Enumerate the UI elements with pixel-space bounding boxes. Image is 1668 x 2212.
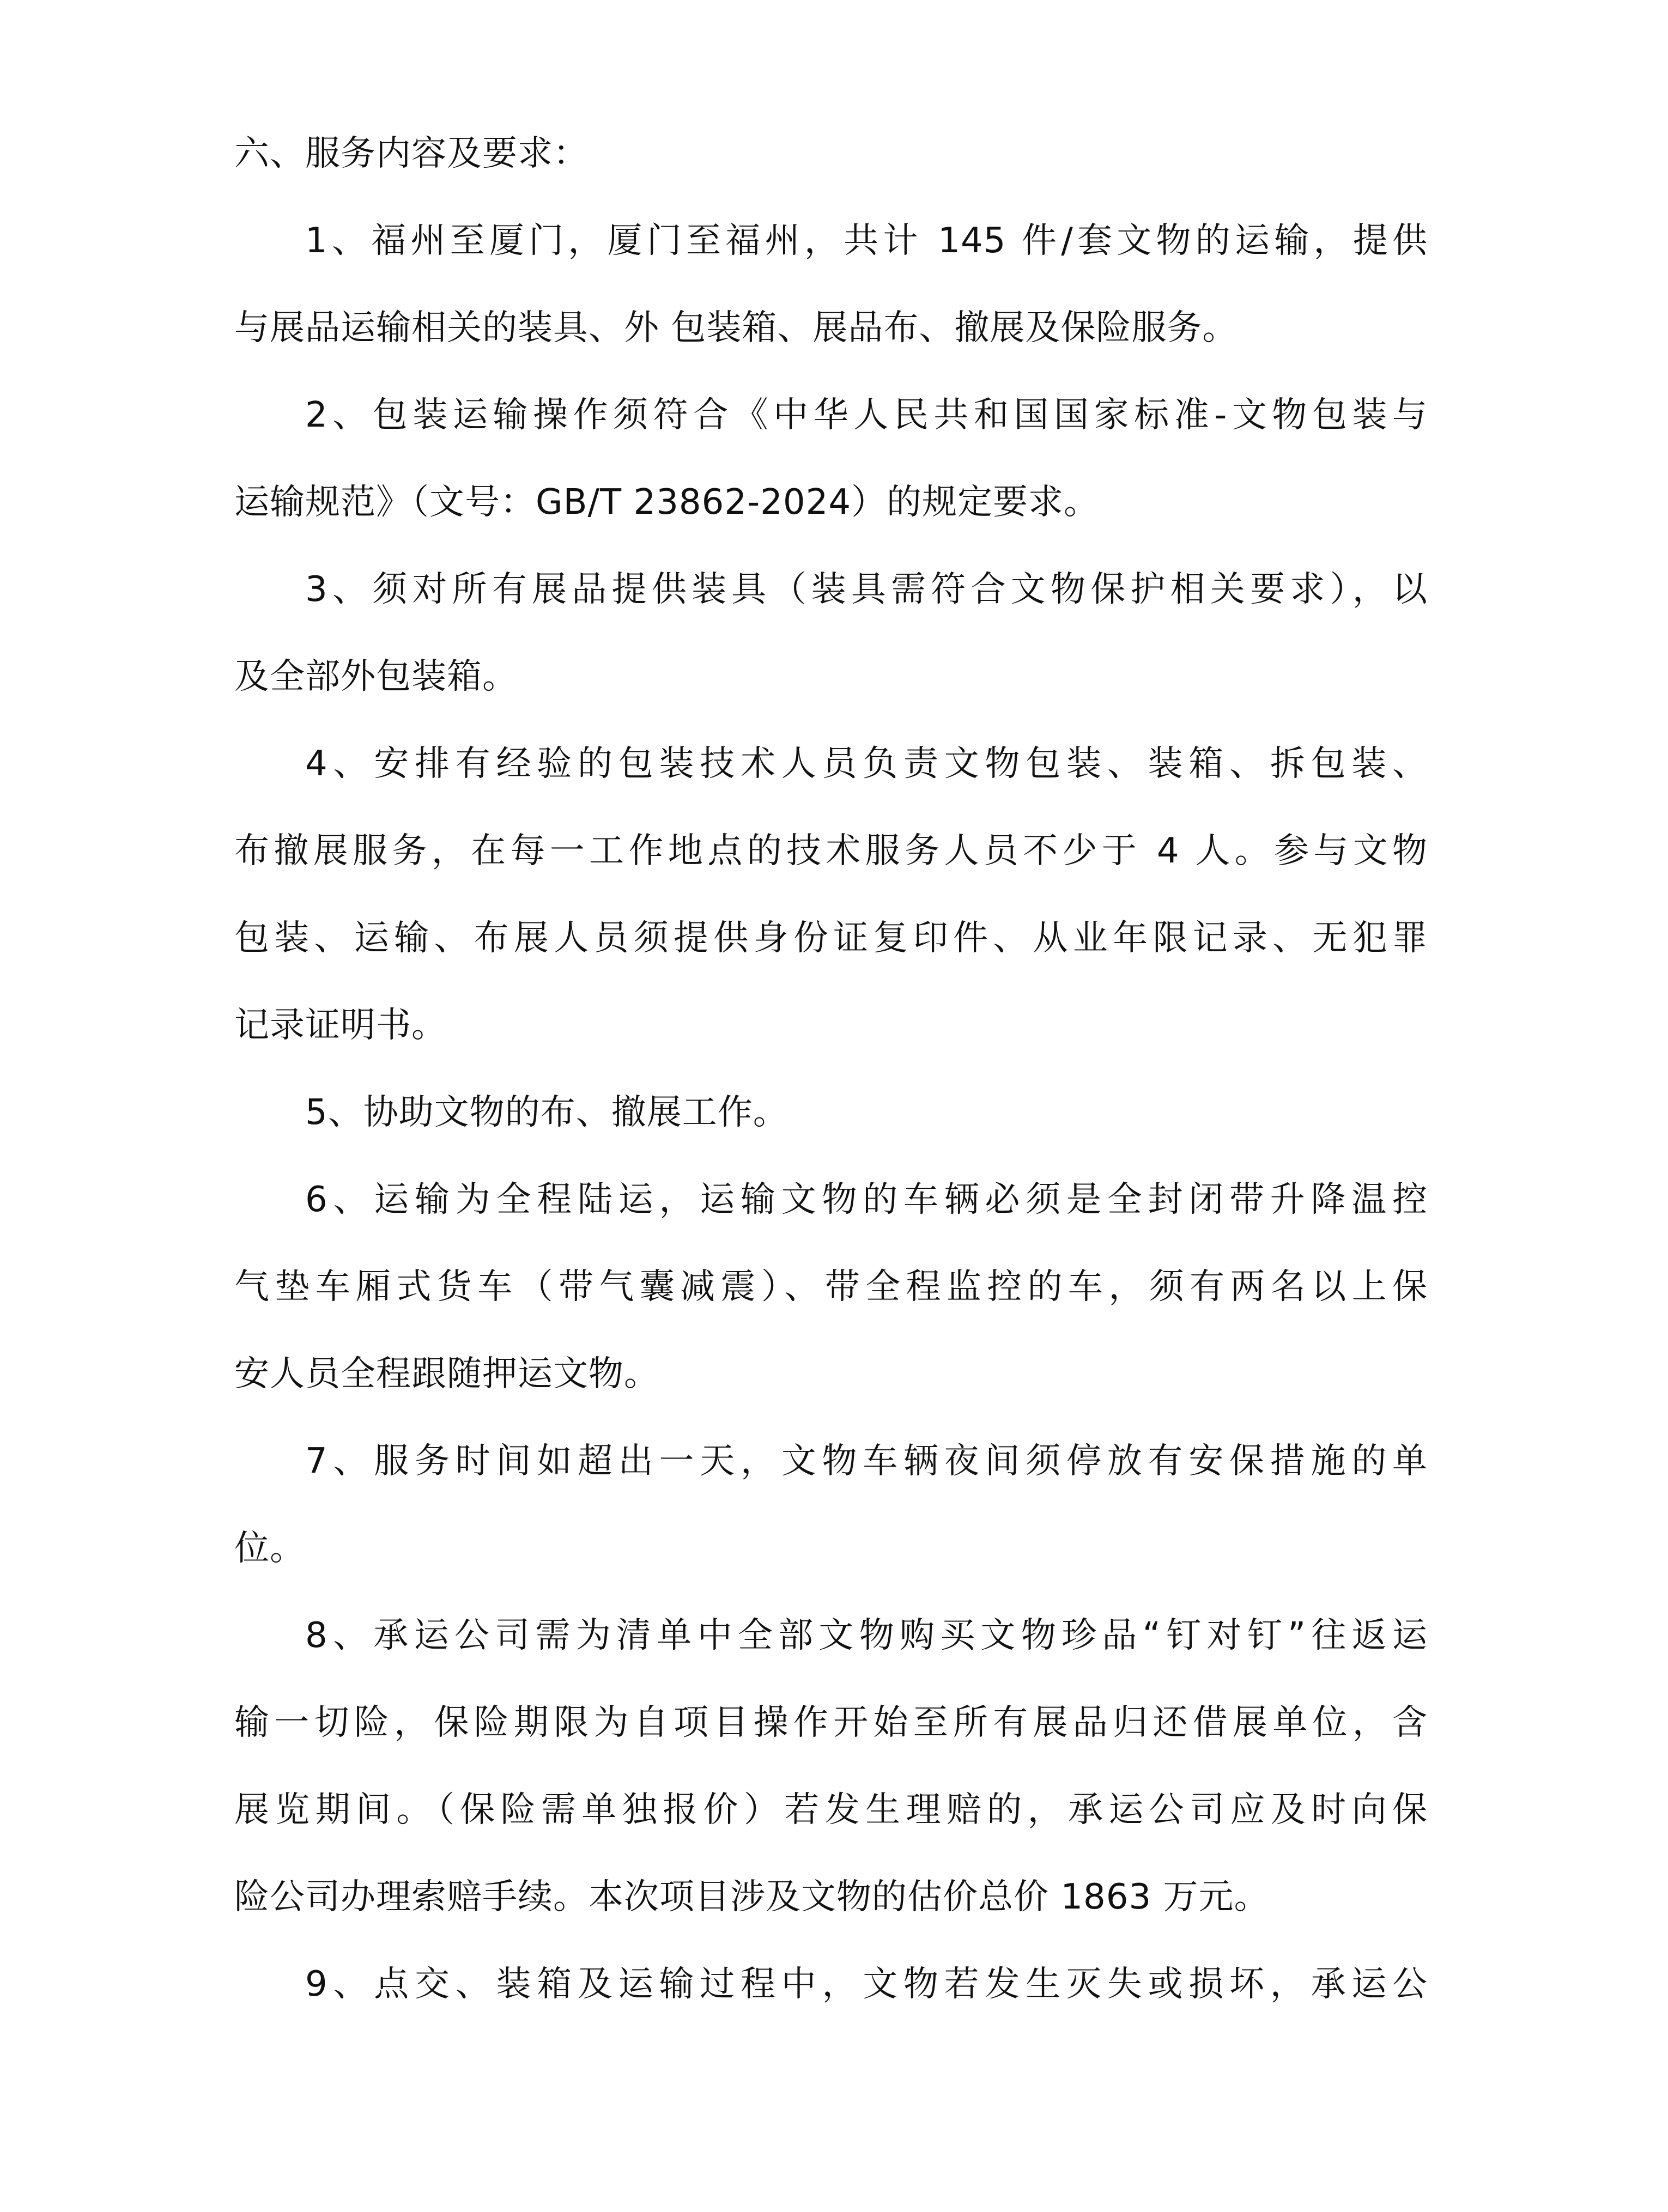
paragraph-line: 4、安排有经验的包装技术人员负责文物包装、装箱、拆包装、 [305,744,1428,784]
paragraph-line: 展览期间。（保险需单独报价）若发生理赔的，承运公司应及时向保 [234,1790,1428,1830]
paragraph-line: 3、须对所有展品提供装具（装具需符合文物保护相关要求），以 [305,569,1428,610]
paragraph-line: 2、包装运输操作须符合《中华人民共和国国家标准-文物包装与 [305,395,1428,435]
paragraph-line: 9、点交、装箱及运输过程中，文物若发生灭失或损坏，承运公 [305,1964,1428,2004]
paragraph-line: 8、承运公司需为清单中全部文物购买文物珍品“钉对钉”往返运 [305,1615,1428,1656]
paragraph-line: 位。 [234,1528,305,1569]
paragraph-line: 6、运输为全程陆运，运输文物的车辆必须是全封闭带升降温控 [305,1180,1428,1220]
paragraph-line: 7、服务时间如超出一天，文物车辆夜间须停放有安保措施的单 [305,1441,1428,1481]
paragraph-line: 险公司办理索赔手续。本次项目涉及文物的估价总价 1863 万元。 [234,1877,1270,1917]
paragraph-line: 与展品运输相关的装具、外 包装箱、展品布、撤展及保险服务。 [234,308,1238,348]
paragraph-line: 记录证明书。 [234,1005,447,1046]
paragraph-line: 布撤展服务，在每一工作地点的技术服务人员不少于 4 人。参与文物 [234,831,1428,871]
section-heading: 六、服务内容及要求： [234,133,589,174]
paragraph-line: 安人员全程跟随押运文物。 [234,1354,659,1394]
paragraph-line: 输一切险，保险期限为自项目操作开始至所有展品归还借展单位，含 [234,1703,1428,1743]
paragraph-line: 运输规范》（文号：GB/T 23862-2024）的规定要求。 [234,482,1100,522]
paragraph-line: 气垫车厢式货车（带气囊减震）、带全程监控的车，须有两名以上保 [234,1267,1428,1307]
paragraph-line: 包装、运输、布展人员须提供身份证复印件、从业年限记录、无犯罪 [234,918,1428,958]
paragraph-line: 及全部外包装箱。 [234,657,518,697]
paragraph-line: 1、福州至厦门，厦门至福州，共计 145 件/套文物的运输，提供 [305,221,1428,261]
paragraph-line: 5、协助文物的布、撤展工作。 [305,1092,788,1133]
